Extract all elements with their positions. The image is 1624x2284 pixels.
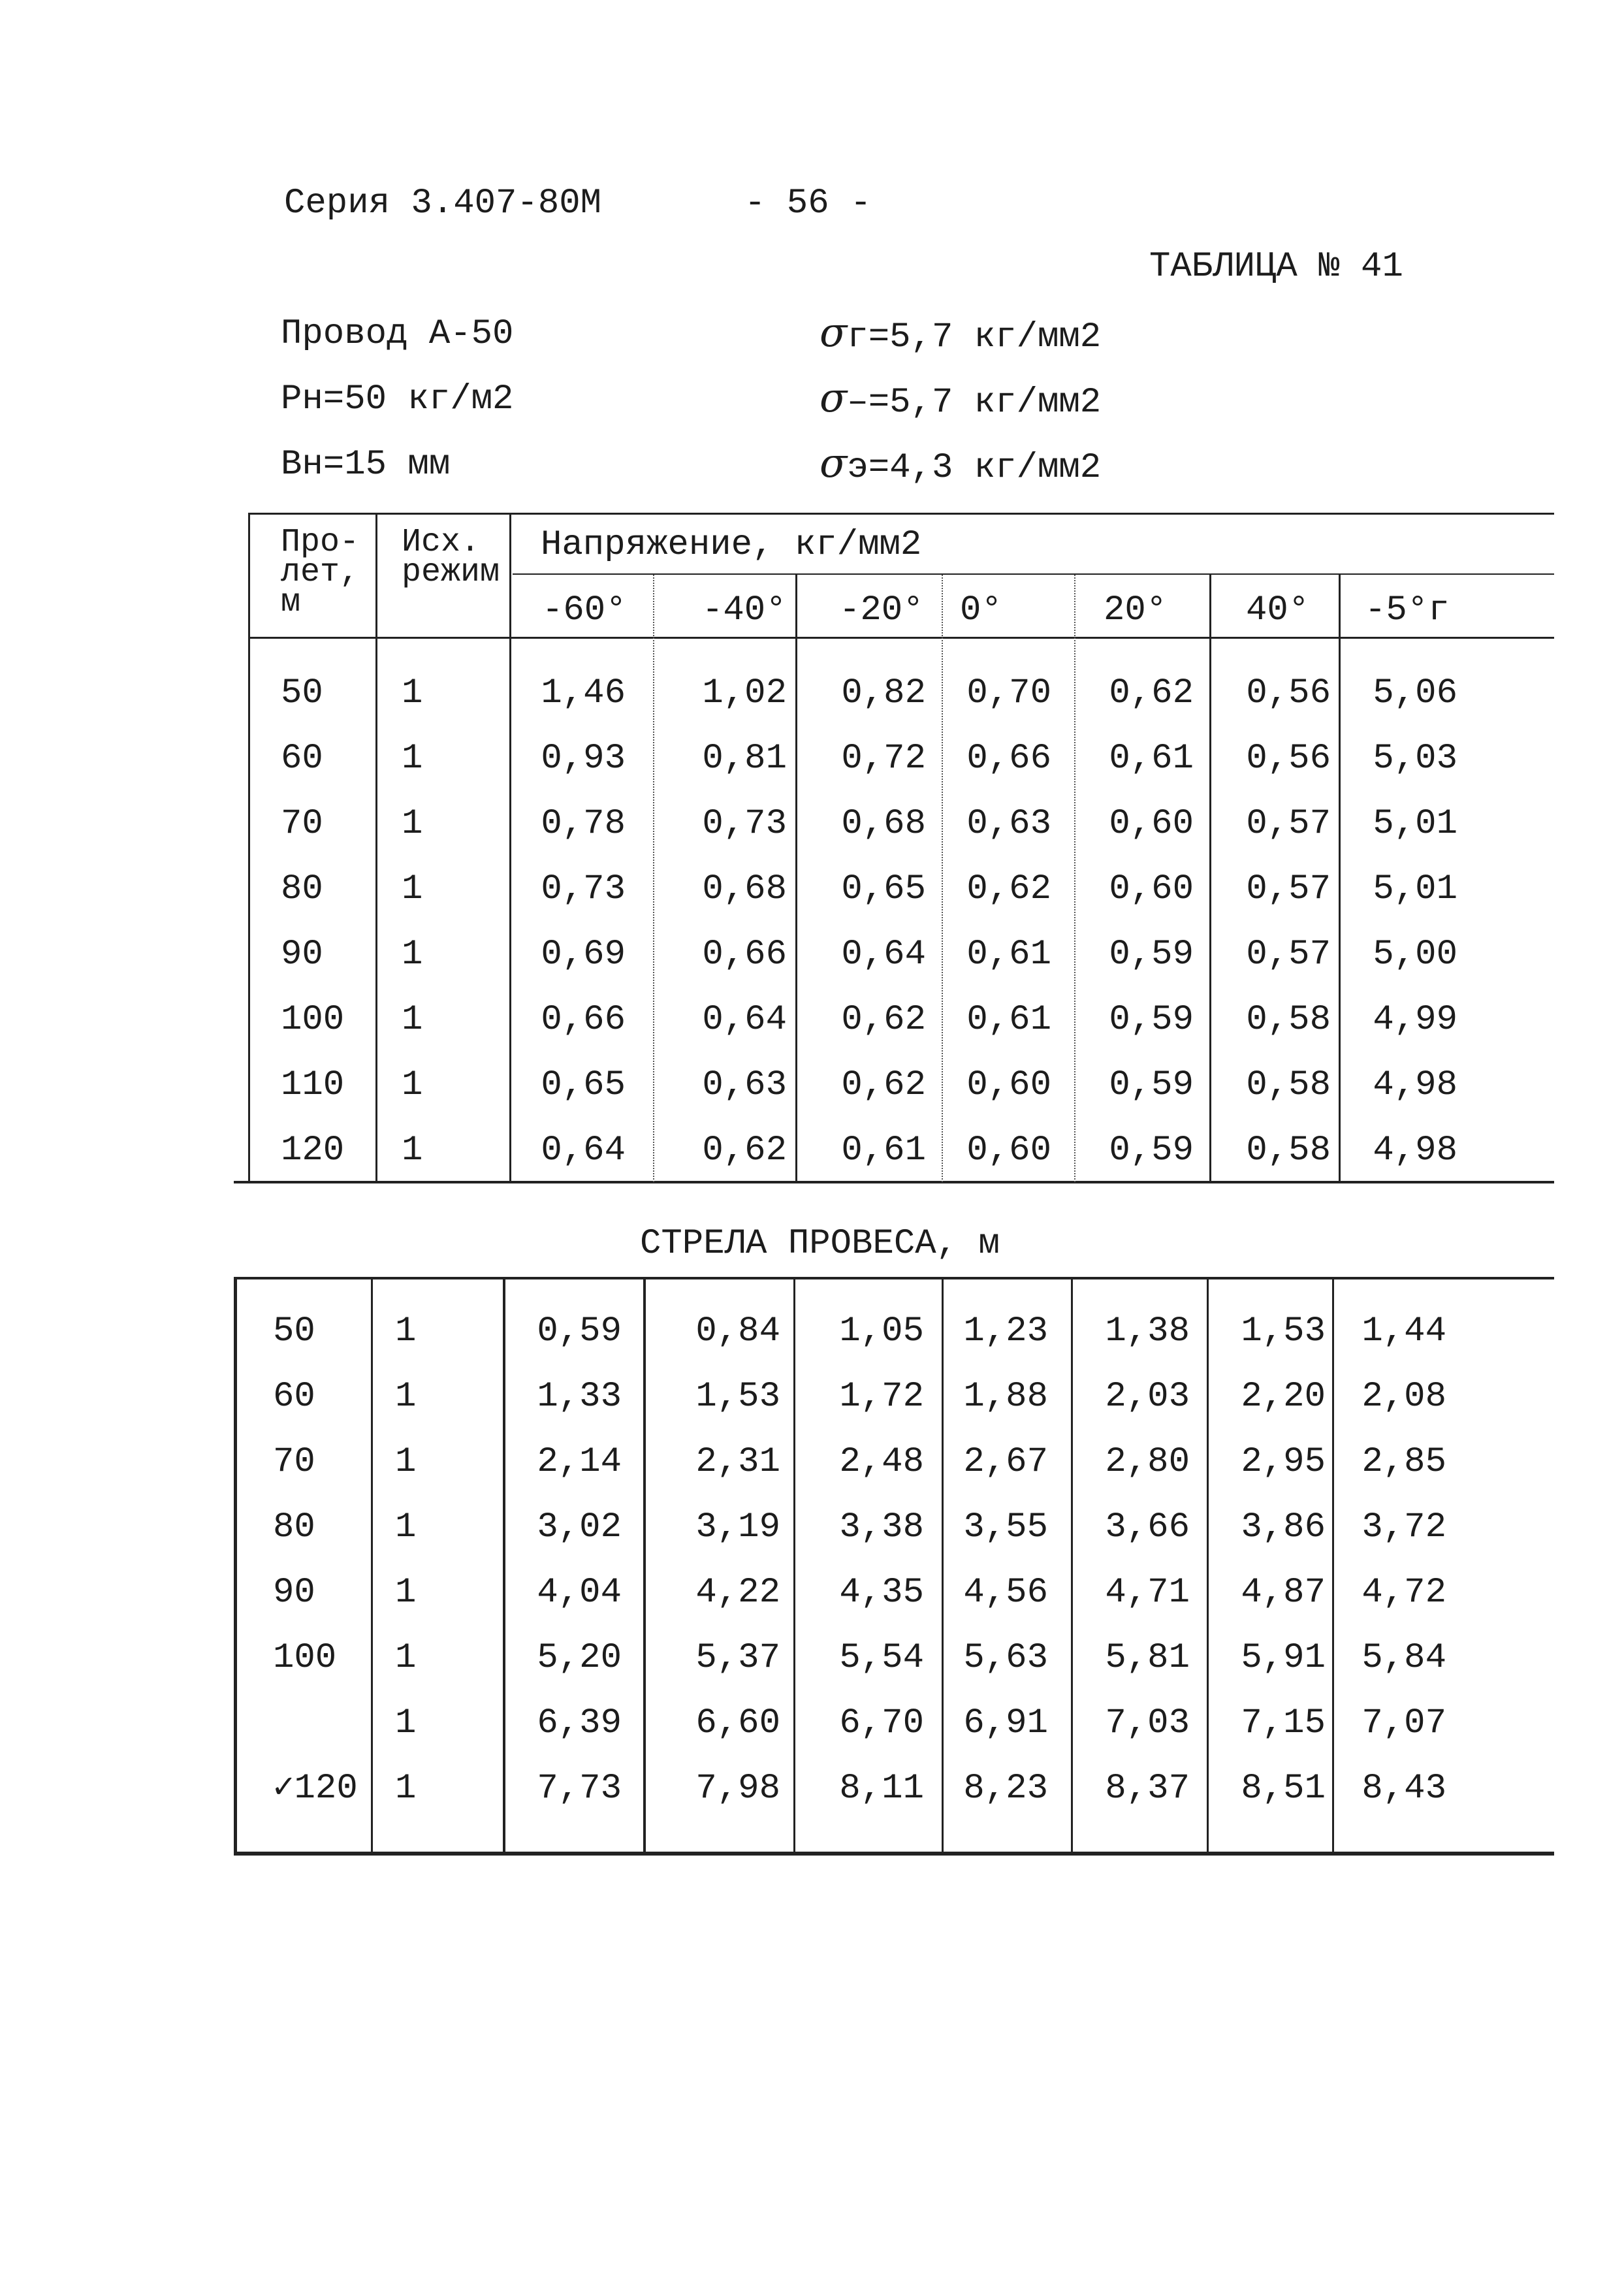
sigma-symbol: σ (820, 308, 848, 356)
span-header-line: м (281, 584, 301, 621)
value-cell: 0,61 (966, 935, 1051, 974)
value-cell: 0,59 (1109, 1065, 1194, 1105)
value-cell: 2,20 (1241, 1377, 1326, 1417)
value-cell: 0,63 (966, 804, 1051, 844)
row-span: 90 (281, 935, 323, 974)
series-label: Серия 3.407-80М (284, 184, 602, 223)
row-mode: 1 (402, 1000, 423, 1040)
value-cell: 8,23 (963, 1769, 1048, 1809)
span-header (281, 524, 360, 621)
row-mode: 1 (402, 1131, 423, 1170)
value-cell: 1,53 (695, 1377, 780, 1417)
row-span: 50 (273, 1311, 315, 1351)
value-cell: 0,62 (702, 1131, 787, 1170)
row-mode: 1 (402, 673, 423, 713)
value-cell: 0,72 (841, 739, 926, 779)
value-cell: 2,80 (1105, 1442, 1190, 1482)
row-span: 100 (281, 1000, 345, 1040)
value-cell: 0,59 (537, 1311, 622, 1351)
col-header: -60° (542, 590, 627, 630)
value-cell: 0,56 (1246, 673, 1331, 713)
sag-col-divider (1332, 1277, 1334, 1855)
param-stress-avg (820, 439, 1102, 488)
col-header: 40° (1246, 590, 1310, 630)
value-cell: 6,39 (537, 1703, 622, 1743)
value-cell: 5,06 (1373, 673, 1457, 713)
value-cell: 1,44 (1361, 1311, 1446, 1351)
value-cell: 2,95 (1241, 1442, 1326, 1482)
value-cell: 0,68 (841, 804, 926, 844)
row-mode: 1 (395, 1769, 417, 1809)
span-header-line: лет, (281, 554, 360, 591)
row-mode: 1 (402, 935, 423, 974)
value-cell: 3,55 (963, 1507, 1048, 1547)
value-cell: 0,61 (1109, 739, 1194, 779)
row-span: 100 (273, 1638, 337, 1678)
sag-col-divider (643, 1277, 646, 1855)
row-span: 110 (281, 1065, 345, 1105)
header-bottom-rule (248, 637, 1554, 639)
value-cell: 1,38 (1105, 1311, 1190, 1351)
value-cell: 1,88 (963, 1377, 1048, 1417)
stress-title: Напряжение, кг/мм2 (541, 525, 922, 565)
value-cell: 0,66 (541, 1000, 626, 1040)
value-cell: 1,46 (541, 673, 626, 713)
value-cell: 5,03 (1373, 739, 1457, 779)
sag-left-border (234, 1277, 237, 1855)
value-cell: 1,53 (1241, 1311, 1326, 1351)
param-stress-min-text: –=5,7 кг/мм2 (847, 383, 1102, 423)
row-span: 60 (281, 739, 323, 779)
value-cell: 1,05 (839, 1311, 924, 1351)
value-cell: 0,57 (1246, 869, 1331, 909)
value-cell: 2,03 (1105, 1377, 1190, 1417)
value-cell: 0,70 (966, 673, 1051, 713)
stress-bottom-rule (234, 1181, 1554, 1183)
value-cell: 5,54 (839, 1638, 924, 1678)
value-cell: 0,65 (541, 1065, 626, 1105)
row-span: 120 (281, 1131, 345, 1170)
value-cell: 1,23 (963, 1311, 1048, 1351)
sag-col-divider (371, 1277, 373, 1855)
sag-title: СТРЕЛА ПРОВЕСА, м (640, 1224, 1000, 1264)
sag-col-divider (503, 1277, 505, 1855)
row-mode: 1 (395, 1442, 417, 1482)
value-cell: 0,73 (541, 869, 626, 909)
value-cell: 4,72 (1361, 1573, 1446, 1613)
value-cell: 4,22 (695, 1573, 780, 1613)
sag-top-rule (234, 1277, 1554, 1279)
row-span: ✓120 (273, 1769, 358, 1809)
value-cell: 0,81 (702, 739, 787, 779)
value-cell: 0,62 (1109, 673, 1194, 713)
value-cell: 5,37 (695, 1638, 780, 1678)
value-cell: 6,91 (963, 1703, 1048, 1743)
row-mode: 1 (402, 804, 423, 844)
row-mode: 1 (395, 1573, 417, 1613)
value-cell: 0,60 (966, 1131, 1051, 1170)
sag-col-divider (1207, 1277, 1209, 1855)
mode-header (402, 524, 500, 591)
value-cell: 8,37 (1105, 1769, 1190, 1809)
value-cell: 0,78 (541, 804, 626, 844)
param-wire: Провод А-50 (281, 314, 514, 354)
value-cell: 4,87 (1241, 1573, 1326, 1613)
row-span: 70 (281, 804, 323, 844)
value-cell: 0,68 (702, 869, 787, 909)
value-cell: 7,15 (1241, 1703, 1326, 1743)
value-cell: 3,66 (1105, 1507, 1190, 1547)
col-header: 0° (960, 590, 1002, 630)
value-cell: 0,60 (1109, 804, 1194, 844)
param-wind-pressure: Рн=50 кг/м2 (281, 379, 514, 419)
value-cell: 0,59 (1109, 1131, 1194, 1170)
value-cell: 2,31 (695, 1442, 780, 1482)
value-cell: 5,63 (963, 1638, 1048, 1678)
value-cell: 5,00 (1373, 935, 1457, 974)
row-mode: 1 (402, 739, 423, 779)
sag-col-divider (942, 1277, 944, 1855)
span-header-line: Про- (281, 524, 360, 561)
mode-header-line: режим (402, 554, 500, 591)
value-cell: 7,98 (695, 1769, 780, 1809)
sag-col-divider (793, 1277, 795, 1855)
value-cell: 4,04 (537, 1573, 622, 1613)
value-cell: 2,85 (1361, 1442, 1446, 1482)
row-span: 80 (273, 1507, 315, 1547)
value-cell: 0,69 (541, 935, 626, 974)
value-cell: 0,58 (1246, 1065, 1331, 1105)
value-cell: 1,02 (702, 673, 787, 713)
row-mode: 1 (395, 1507, 417, 1547)
value-cell: 0,59 (1109, 1000, 1194, 1040)
value-cell: 0,65 (841, 869, 926, 909)
page-number: - 56 - (744, 184, 872, 223)
value-cell: 0,82 (841, 673, 926, 713)
value-cell: 7,73 (537, 1769, 622, 1809)
table-top-rule (248, 513, 1554, 515)
row-mode: 1 (395, 1638, 417, 1678)
value-cell: 6,60 (695, 1703, 780, 1743)
value-cell: 6,70 (839, 1703, 924, 1743)
value-cell: 0,60 (1109, 869, 1194, 909)
value-cell: 0,61 (841, 1131, 926, 1170)
value-cell: 0,58 (1246, 1000, 1331, 1040)
value-cell: 0,64 (841, 935, 926, 974)
row-span: 80 (281, 869, 323, 909)
value-cell: 0,63 (702, 1065, 787, 1105)
value-cell: 0,61 (966, 1000, 1051, 1040)
sigma-symbol: σ (820, 439, 848, 487)
value-cell: 0,62 (841, 1065, 926, 1105)
param-stress-avg-text: э=4,3 кг/мм2 (847, 448, 1102, 488)
table-label: ТАБЛИЦА № 41 (1149, 247, 1403, 287)
param-stress-max (820, 308, 1102, 357)
mode-header-line: Исх. (402, 524, 481, 561)
value-cell: 2,48 (839, 1442, 924, 1482)
value-cell: 7,03 (1105, 1703, 1190, 1743)
value-cell: 0,57 (1246, 935, 1331, 974)
row-mode: 1 (395, 1311, 417, 1351)
value-cell: 8,51 (1241, 1769, 1326, 1809)
value-cell: 2,08 (1361, 1377, 1446, 1417)
value-cell: 3,19 (695, 1507, 780, 1547)
value-cell: 2,14 (537, 1442, 622, 1482)
col-header: -5°г (1365, 590, 1450, 630)
value-cell: 8,11 (839, 1769, 924, 1809)
param-stress-max-text: г=5,7 кг/мм2 (847, 317, 1102, 357)
value-cell: 1,33 (537, 1377, 622, 1417)
value-cell: 4,56 (963, 1573, 1048, 1613)
value-cell: 0,62 (966, 869, 1051, 909)
sag-col-divider (1071, 1277, 1073, 1855)
value-cell: 0,64 (702, 1000, 787, 1040)
value-cell: 4,99 (1373, 1000, 1457, 1040)
row-span: 90 (273, 1573, 315, 1613)
col-header: 20° (1104, 590, 1168, 630)
value-cell: 5,20 (537, 1638, 622, 1678)
value-cell: 0,60 (966, 1065, 1051, 1105)
param-ice-thickness: Вн=15 мм (281, 445, 451, 485)
value-cell: 0,57 (1246, 804, 1331, 844)
value-cell: 3,02 (537, 1507, 622, 1547)
col-header: -40° (702, 590, 787, 630)
sag-bottom-rule (234, 1852, 1554, 1856)
value-cell: 0,84 (695, 1311, 780, 1351)
value-cell: 5,01 (1373, 804, 1457, 844)
row-mode: 1 (402, 1065, 423, 1105)
value-cell: 1,72 (839, 1377, 924, 1417)
value-cell: 0,66 (966, 739, 1051, 779)
header-mid-rule (513, 573, 1554, 575)
value-cell: 3,38 (839, 1507, 924, 1547)
row-span: 50 (281, 673, 323, 713)
value-cell: 0,64 (541, 1131, 626, 1170)
sigma-symbol: σ (820, 374, 848, 421)
value-cell: 5,81 (1105, 1638, 1190, 1678)
value-cell: 4,71 (1105, 1573, 1190, 1613)
value-cell: 3,86 (1241, 1507, 1326, 1547)
value-cell: 0,66 (702, 935, 787, 974)
stress-col-divider (653, 575, 654, 1182)
stress-left-border (248, 513, 250, 1182)
value-cell: 5,84 (1361, 1638, 1446, 1678)
value-cell: 4,98 (1373, 1131, 1457, 1170)
value-cell: 5,01 (1373, 869, 1457, 909)
value-cell: 7,07 (1361, 1703, 1446, 1743)
row-mode: 1 (395, 1377, 417, 1417)
value-cell: 5,91 (1241, 1638, 1326, 1678)
value-cell: 2,67 (963, 1442, 1048, 1482)
col-header: -20° (839, 590, 924, 630)
value-cell: 4,98 (1373, 1065, 1457, 1105)
param-stress-min (820, 374, 1102, 423)
value-cell: 4,35 (839, 1573, 924, 1613)
value-cell: 0,73 (702, 804, 787, 844)
value-cell: 0,62 (841, 1000, 926, 1040)
value-cell: 0,56 (1246, 739, 1331, 779)
row-span: 70 (273, 1442, 315, 1482)
stress-col-divider (375, 513, 377, 1182)
value-cell: 0,59 (1109, 935, 1194, 974)
value-cell: 8,43 (1361, 1769, 1446, 1809)
row-mode: 1 (402, 869, 423, 909)
value-cell: 0,93 (541, 739, 626, 779)
value-cell: 3,72 (1361, 1507, 1446, 1547)
row-span: 60 (273, 1377, 315, 1417)
value-cell: 0,58 (1246, 1131, 1331, 1170)
row-mode: 1 (395, 1703, 417, 1743)
